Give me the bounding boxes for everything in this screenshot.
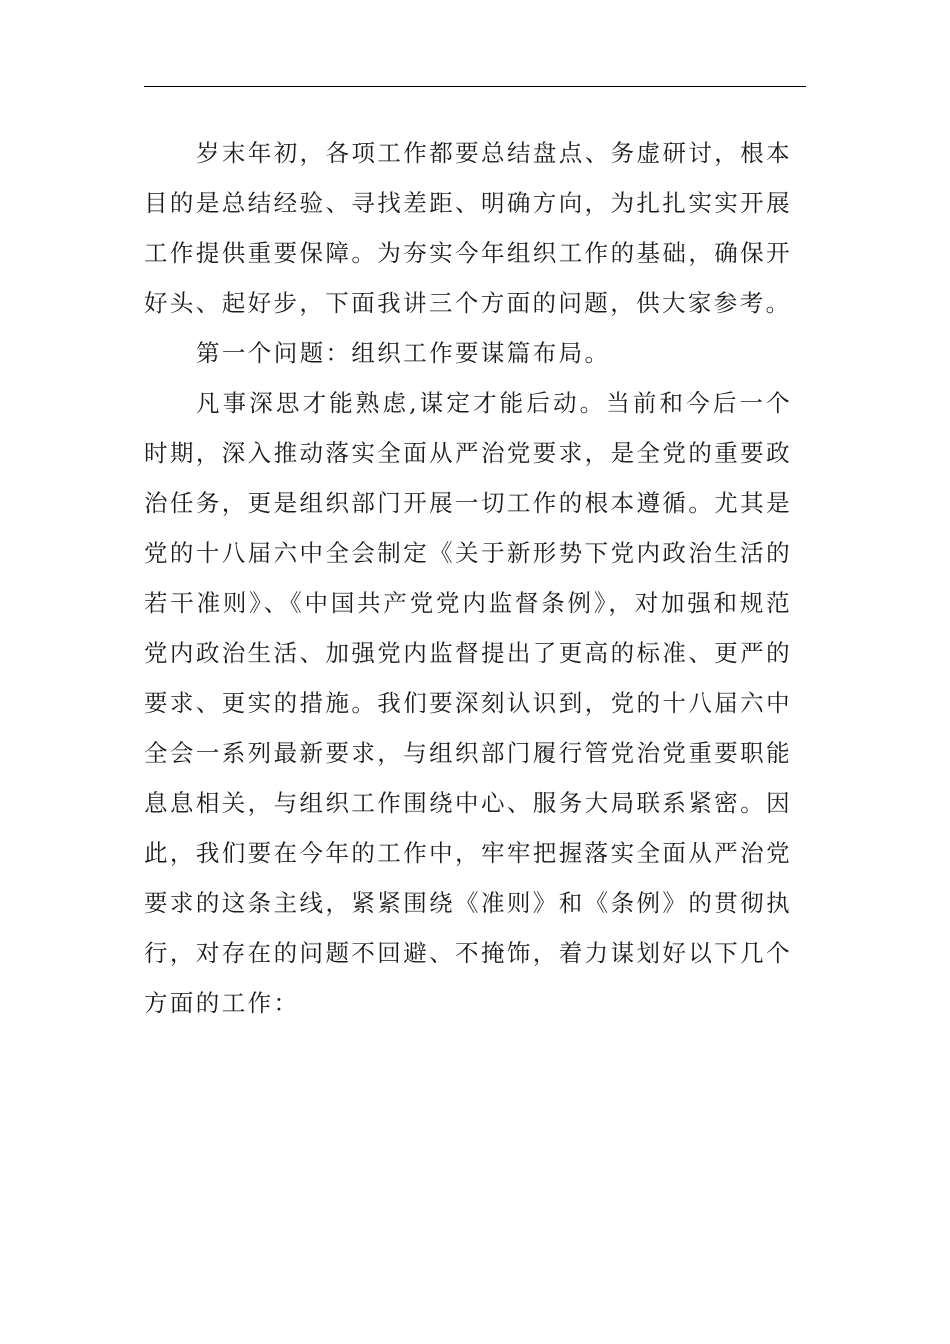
paragraph-intro: 岁末年初，各项工作都要总结盘点、务虚研讨，根本目的是总结经验、寻找差距、明确方向，为扎扎实实开展工作提供重要保障。为夯实今年组织工作的基础，确保开好头、起好步，下面我讲三个方面的问题，供大家参考。 (144, 139, 792, 317)
header-rule (144, 86, 806, 87)
paragraph-section-heading: 第一个问题：组织工作要谋篇布局。 (196, 339, 611, 367)
document-body (144, 128, 792, 1028)
paragraph-body: 凡事深思才能熟虑,谋定才能后动。当前和今后一个时期，深入推动落实全面从严治党要求，是全党的重要政治任务，更是组织部门开展一切工作的根本遵循。尤其是党的十八届六中全会制定《关于新形势下党内政治生活的若干准则》、《中国共产党党内监督条例》，对加强和规范党内政治生活、加强党内监督提出了更高的标准、更严的要求、更实的措施。我们要深刻认识到，党的十八届六中全会一系列最新要求，与组织部门履行管党治党重要职能息息相关，与组织工作围绕中心、服务大局联系紧密。因此，我们要在今年的工作中，牢牢把握落实全面从严治党要求的这条主线，紧紧围绕《准则》和《条例》的贯彻执行，对存在的问题不回避、不掩饰，着力谋划好以下几个方面的工作： (144, 389, 792, 1017)
